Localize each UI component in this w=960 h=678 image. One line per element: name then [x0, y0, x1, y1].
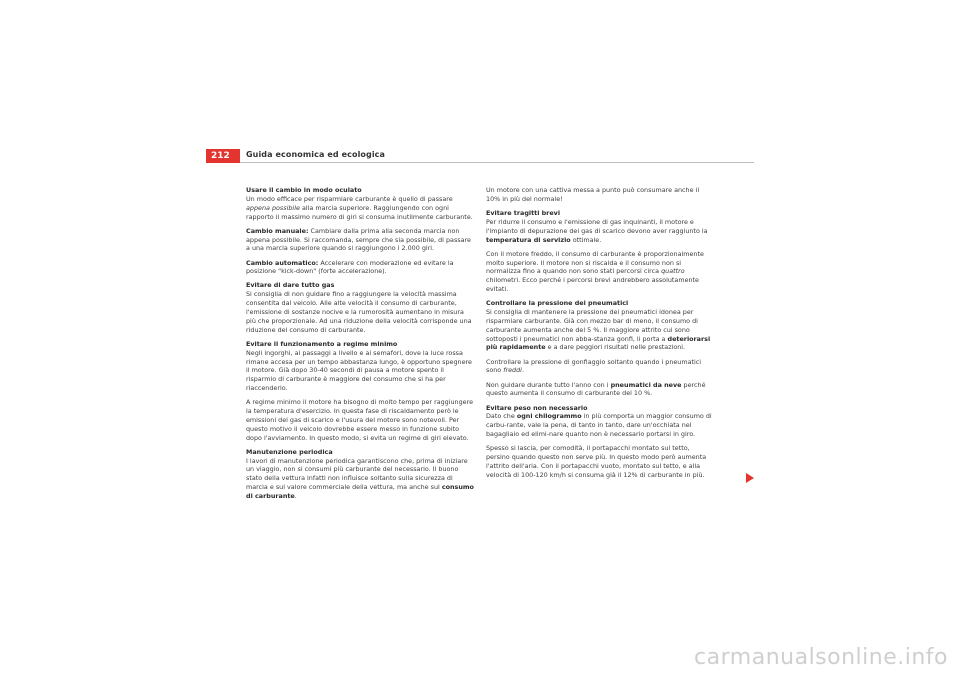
section-heading: Manutenzione periodica: [246, 447, 333, 456]
paragraph: Controllare la pressione di gonfiaggio soltanto quando i pneumatici sono freddi.: [486, 357, 702, 375]
paragraph: I lavori di manutenzione periodica garantiscono che, prima di iniziare un viaggio, non si consumi più carburante del necessario. Il buono stato della vettura infatti non influisce soltanto sulla sicurezza di marcia e sul valore commerciale della vettura, ma anche sul consumo di carburante.: [246, 456, 474, 500]
section-heading: Controllare la pressione dei pneumatici: [486, 299, 629, 308]
page-title: Guida economica ed ecologica: [246, 150, 386, 159]
right-column: [486, 186, 714, 485]
paragraph: A regime minimo il motore ha bisogno di molto tempo per raggiungere la temperatura d'esercizio. In questa fase di riscaldamento però le emissioni del gas di scarico e l'usura del motore sono notevoli. Per questo motivo il veicolo dovrebbe essere messo in funzione subito dopo l'avviamento. In questo modo, si evita un regime di giri elevato.: [246, 398, 474, 442]
paragraph: Per ridurre il consumo e l'emissione di gas inquinanti, il motore e l'impianto di depurazione dei gas di scarico devono aver raggiunto la temperatura di servizio ottimale.: [486, 217, 708, 244]
section-heading: Evitare tragitti brevi: [486, 208, 561, 217]
header-divider: [240, 162, 754, 163]
paragraph: Si consiglia di non guidare fino a raggiungere la velocità massima consentita dal veicolo. Alle alte velocità il consumo di carburante, l'emissione di sostanze nocive e la rumorosità aumentano in misura più che proporzionale. Ad una riduzione della velocità corrisponde una riduzione del consumo di carburante.: [246, 290, 472, 334]
paragraph: Un modo efficace per risparmiare carburante è quello di passare appena possibile alla marcia superiore. Raggiungendo con ogni rapporto il massimo numero di giri si consuma inutilmente carburante.: [246, 194, 473, 221]
paragraph: Cambio manuale: Cambiare dalla prima alla seconda marcia non appena possibile. Si raccomanda, sempre che sia possibile, di passare a una marcia superiore quando si raggiungono i 2.000 giri.: [246, 226, 471, 253]
paragraph: Con il motore freddo, il consumo di carburante è proporzionalmente molto superiore. Il motore non si riscalda e il consumo non si normalizza fino a quando non sono stati percorsi circa quattro chilometri. Ecco perché i percorsi brevi andrebbero assolutamente evitati.: [486, 249, 704, 294]
paragraph: Negli ingorghi, ai passaggi a livello e ai semafori, dove la luce rossa rimane accesa per un tempo abbastanza lungo, è opportuno spegnere il motore. Già dopo 30-40 secondi di pausa a motore spento il risparmio di carburante è maggiore del consumo che si ha per riaccenderlo.: [246, 348, 472, 393]
paragraph: Dato che ogni chilogrammo in più comporta un maggior consumo di carbu-rante, vale la pena, di tanto in tanto, dare un'occhiata nel bagagliaio ed elimi-nare quanto non è necessario portarsi in giro.: [486, 412, 712, 439]
paragraph: Un motore con una cattiva messa a punto può consumare anche il 10% in più del normale!: [486, 186, 700, 203]
section-heading: Evitare di dare tutto gas: [246, 281, 335, 290]
continue-arrow-icon: [746, 473, 754, 483]
section-heading: Evitare peso non necessario: [486, 403, 588, 412]
paragraph: Cambio automatico: Accelerare con moderazione ed evitare la posizione "kick-down" (forte accelerazione).: [246, 258, 454, 276]
paragraph: Non guidare durante tutto l'anno con i pneumatici da neve perché questo aumenta il consumo di carburante del 10 %.: [486, 380, 706, 398]
paragraph: Si consiglia di mantenere la pressione dei pneumatici idonea per risparmiare carburante. Già con mezzo bar di meno, il consumo di carburante aumenta anche del 5 %. Il maggiore attrito cui sono sottoposti i pneumatici non abba-stanza gonfi, li porta a deteriorarsi più rapidamente e a dare peggiori risultati nelle prestazioni.: [486, 308, 711, 352]
left-column: [246, 186, 474, 506]
paragraph: Spesso si lascia, per comodità, il portapacchi montato sul tetto, persino quando questo non serve più. In questo modo però aumenta l'attrito dell'aria. Con il portapacchi vuoto, montato sul tetto, e alla velocità di 100-120 km/h si consuma già il 12% di carburante in più.: [486, 444, 707, 479]
section-heading: Evitare il funzionamento a regime minimo: [246, 339, 398, 348]
page-number: 212: [206, 149, 240, 163]
section-heading: Usare il cambio in modo oculato: [246, 186, 362, 194]
watermark: carmanualsonline.info: [694, 645, 948, 670]
